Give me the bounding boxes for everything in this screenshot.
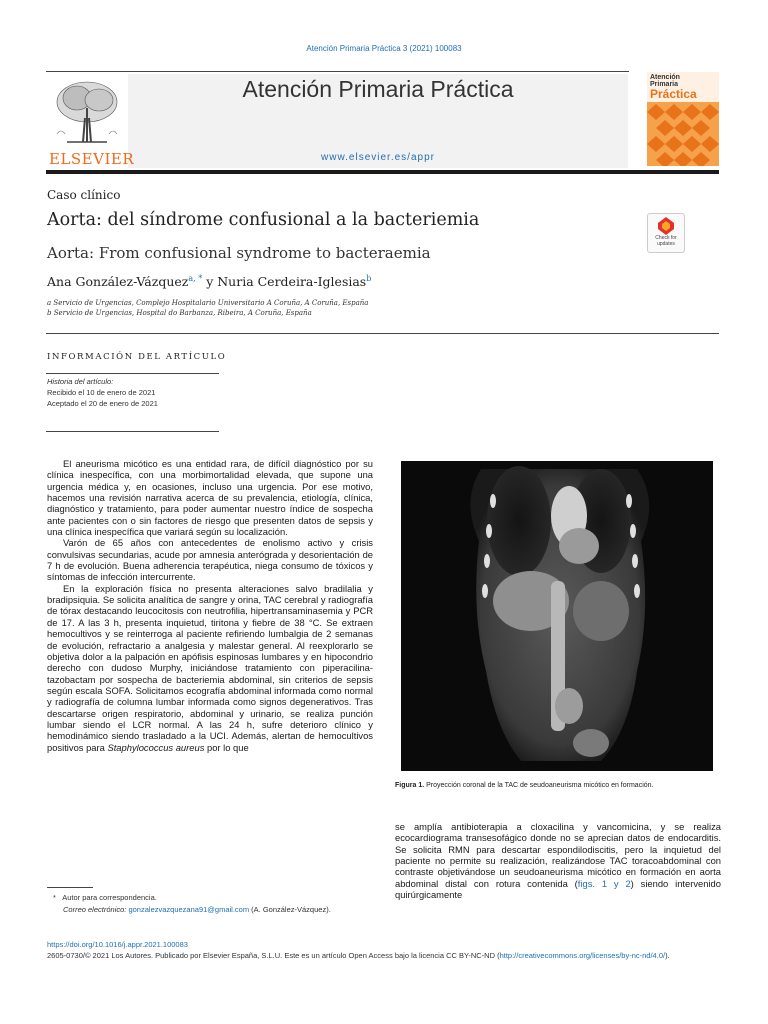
article-title-english: Aorta: From confusional syndrome to bacteraemia [47,244,431,262]
header-bottom-rule [46,170,719,174]
authors-line [47,274,371,289]
cover-title-line3: Práctica [650,87,697,101]
author-1-affil-marker[interactable]: a, * [188,274,203,283]
organism-name: Staphylococcus aureus [107,741,205,753]
crossmark-icon [658,217,674,235]
figure-reference-link[interactable]: figs. 1 y 2 [577,877,631,889]
received-date: Recibido el 10 de enero de 2021 [47,388,156,397]
figure-1-label[interactable]: Figura 1. [395,782,425,789]
history-label: Historia del artículo: [47,377,114,386]
journal-title: Atención Primaria Práctica [242,76,514,102]
correspondence-footnote [53,893,157,902]
body-paragraph-1: El aneurisma micótico es una entidad rara, de difícil diagnóstico por su clínica inespecífica, con una morbimortalidad elevada, que supone una urgencia médica y, en ocasiones, incluso una urgencia. Por ese motivo, hacemos una revisión narrativa acerca de su prevalencia, etiología, clínica, diagnóstico y tratamiento, para poder aumentar nuestro índice de sospecha ante pacientes con o sin factores de riesgo que presenten datos de sepsis y una clínica inespecífica que variará según su localización. [47,458,373,538]
footnote-rule [47,887,93,888]
cover-title-line2: Primaria [650,81,679,88]
body-right-end: ) siendo intervenido quirúrgicamente [395,877,721,901]
body-paragraph-right [395,821,721,900]
body-paragraph-2: Varón de 65 años con antecedentes de enolismo activo y crisis convulsivas secundarias, acude por amnesia anterógrada y desorientación de 7 h de evolución. Buena adherencia terapéutica, niega consumo de tóxicos y síntomas de infección intercurrente. [47,537,373,583]
email-label: Correo electrónico: [63,905,127,914]
license-link[interactable]: http://creativecommons.org/licenses/by-nc-nd/4.0/ [499,951,666,960]
journal-reference[interactable]: Atención Primaria Práctica 3 (2021) 100083 [306,44,462,53]
header-top-rule [46,71,629,72]
body-column-right [395,821,721,900]
affiliation-b: b Servicio de Urgencias, Hospital do Barbanza, Ribeira, A Coruña, España [47,309,312,317]
email-link[interactable]: gonzalezvazquezana91@gmail.com [128,905,250,914]
license-end: ). [665,951,670,960]
body-column-left [47,458,373,753]
license-statement [47,951,722,961]
email-owner: (A. González-Vázquez). [249,905,331,914]
doi-link[interactable]: https://doi.org/10.1016/j.appr.2021.100083 [47,940,188,949]
affiliation-a: a Servicio de Urgencias, Complejo Hospitalario Universitario A Coruña, A Coruña, España [47,299,369,307]
check-for-updates-button[interactable] [647,213,685,253]
article-info-rule-top [46,373,219,374]
body-paragraph-3-end: por lo que [204,741,249,753]
journal-cover-image[interactable] [647,72,719,166]
article-type: Caso clínico [47,188,121,202]
body-paragraph-3-text: En la exploración física no presenta alteraciones salvo bradilalia y bradipsiquia. Se solicita analítica de sangre y orina, TAC cerebral y radiografía de tórax destacando leucocitosis con neutrofilia, hipertransaminasemia y PCR de 17. A las 3 h, presenta inquietud, tiritona y fiebre de 38 °C. Se extraen hemocultivos y se reinterroga al paciente refiriendo lumbalgia de 2 semanas de evolución, refractario a analgesia y malestar general. Al reexplorarlo se objetiva dolor a la palpación en apófisis espinosas lumbares y en hipocondrio derecho con dudoso Murphy, iniciándose tratamiento con piperacilina-tazobactam por sospecha de bacteriemia abdominal, sin criterios de sepsis según escala SOFA. Solicitamos ecografía abdominal informada como normal y radiografía de columna lumbar informada como signos degenerativos. Tras descartarse origen respiratorio, abdominal y urinario, se realiza punción lumbar siendo el LCR normal. A las 24 h, sufre deterioro clínico y hemodinámico siendo trasladado a la UCI. Además, alertan de hemocultivos positivos para [47,582,373,753]
figure-1-caption [395,782,721,789]
article-title-spanish: Aorta: del síndrome confusional a la bacteriemia [47,210,480,230]
email-footnote [63,905,331,914]
journal-url-link[interactable]: www.elsevier.es/appr [321,152,435,163]
license-text: 2605-0730/© 2021 Los Autores. Publicado por Elsevier España, S.L.U. Este es un artículo Open Access bajo la licencia CC BY-NC-ND ( [47,951,500,960]
section-rule [46,333,719,334]
article-info-heading: INFORMACIÓN DEL ARTÍCULO [47,352,227,362]
cover-title-line1: Atención [650,74,680,81]
author-1[interactable]: Ana González-Vázquez [47,274,189,290]
ct-scan-graphic [401,461,713,771]
author-separator: y [202,274,218,290]
figure-1-caption-text: Proyección coronal de la TAC de seudoaneurisma micótico en formación. [424,782,654,789]
article-info-rule-bottom [46,431,219,432]
author-2[interactable]: Nuria Cerdeira-Iglesias [217,274,367,290]
elsevier-wordmark: ELSEVIER [49,150,135,168]
footnote-corr-text: Autor para correspondencia. [62,893,157,902]
body-right-text: se amplía antibioterapia a cloxacilina y vancomicina, y se realiza ecocardiograma transesofágico donde no se aprecian datos de endocarditis. Se solicita RMN para descartar espondilodiscitis, pero la inquietud del paciente no permite su realización, realizándose TAC toracoabdominal con contraste objetivándose un seudoaneurisma micótico en formación en aorta abdominal distal con rotura contenida ( [395,821,721,889]
crossmark-label: Check for updates [655,235,677,247]
body-paragraph-3 [47,583,373,753]
author-2-affil-marker[interactable]: b [366,274,372,283]
accepted-date: Aceptado el 20 de enero de 2021 [47,399,158,408]
figure-1-ct-image[interactable] [401,461,713,771]
footnote-marker: * [53,893,56,902]
